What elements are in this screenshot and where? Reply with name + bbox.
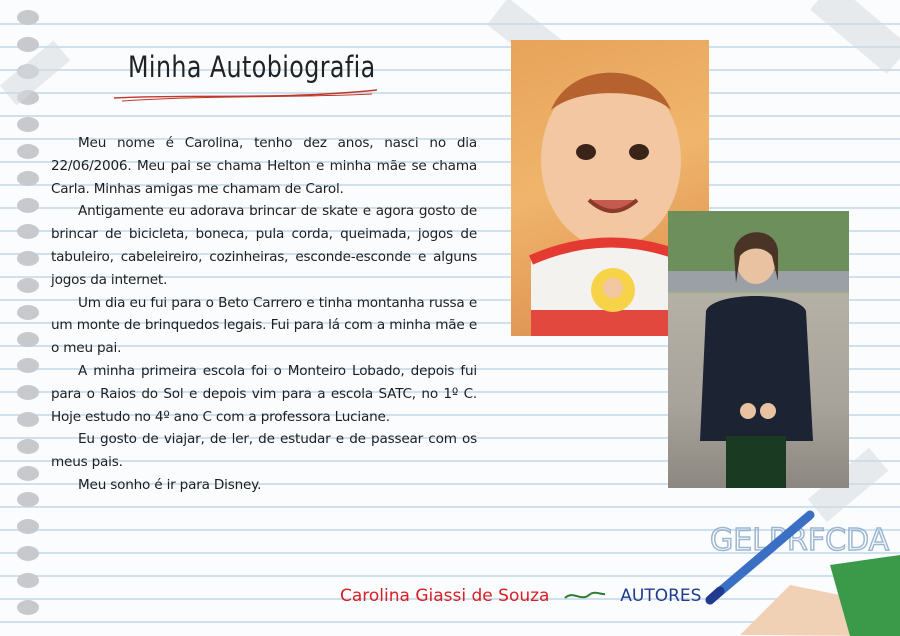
spiral-hole bbox=[17, 412, 39, 427]
tape-top-right bbox=[810, 0, 900, 74]
spiral-hole bbox=[17, 573, 39, 588]
autobiography-text bbox=[51, 132, 477, 497]
paragraph-1: Meu nome é Carolina, tenho dez anos, nasci no dia 22/06/2006. Meu pai se chama Helton e minha mãe se chama Carla. Minhas amigas me chamam de Carol. bbox=[51, 135, 477, 197]
spiral-hole bbox=[17, 546, 39, 561]
spiral-hole bbox=[17, 171, 39, 186]
spiral-hole bbox=[17, 278, 39, 293]
decorative-letters: GELPRFCDA bbox=[710, 523, 890, 558]
spiral-hole bbox=[17, 10, 39, 25]
paragraph-6: Meu sonho é ir para Disney. bbox=[78, 476, 262, 493]
spiral-hole bbox=[17, 466, 39, 481]
spiral-hole bbox=[17, 224, 39, 239]
spiral-hole bbox=[17, 439, 39, 454]
spiral-hole bbox=[17, 37, 39, 52]
girl-photo bbox=[668, 211, 849, 488]
title-underline bbox=[112, 86, 382, 104]
spiral-hole bbox=[17, 117, 39, 132]
paragraph-4: A minha primeira escola foi o Monteiro Lobado, depois fui para o Raios do Sol e depois vim para a escola SATC, no 1º C. Hoje estudo no 4º ano C com a professora Luciane. bbox=[51, 362, 477, 425]
section-label: AUTORES bbox=[620, 586, 702, 606]
spiral-hole bbox=[17, 358, 39, 373]
spiral-hole bbox=[17, 332, 39, 347]
paragraph-3: Um dia eu fui para o Beto Carrero e tinha montanha russa e um monte de brinquedos legais. Fui para lá com a minha mãe e o meu pai. bbox=[51, 294, 477, 357]
paragraph-5: Eu gosto de viajar, de ler, de estudar e de passear com os meus pais. bbox=[51, 431, 477, 471]
paragraph-2: Antigamente eu adorava brincar de skate e agora gosto de brincar de bicicleta, boneca, pula corda, queimada, jogos de tabuleiro, cabeleireiro, cozinheiras, esconde-esconde e alguns jogos da internet. bbox=[51, 203, 477, 288]
hand-pen-icon bbox=[700, 495, 900, 636]
page-title: Minha Autobiografia bbox=[128, 50, 376, 84]
spiral-hole bbox=[17, 600, 39, 615]
spiral-hole bbox=[17, 519, 39, 534]
spiral-hole bbox=[17, 144, 39, 159]
spiral-hole bbox=[17, 198, 39, 213]
spiral-hole bbox=[17, 492, 39, 507]
spiral-hole bbox=[17, 305, 39, 320]
squiggle-icon bbox=[563, 589, 607, 603]
spiral-hole bbox=[17, 251, 39, 266]
author-name: Carolina Giassi de Souza bbox=[340, 586, 550, 606]
footer bbox=[340, 586, 701, 606]
spiral-hole bbox=[17, 385, 39, 400]
